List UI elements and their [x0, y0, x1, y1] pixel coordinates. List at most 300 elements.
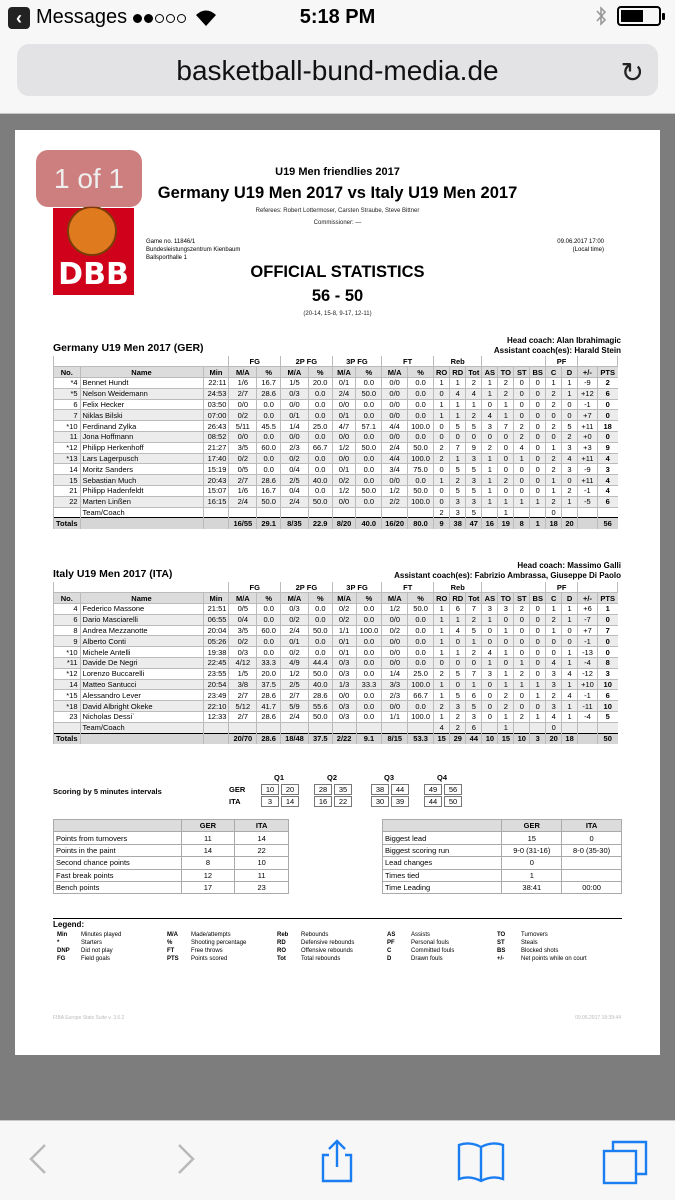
- stat-cell: 0/2: [281, 453, 309, 464]
- stat-cell: 16/55: [229, 518, 257, 529]
- stat-cell: 0.0: [408, 410, 434, 421]
- address-bar[interactable]: [17, 44, 658, 96]
- share-button[interactable]: [312, 1139, 362, 1183]
- interval-score: 35: [334, 784, 352, 795]
- stat-cell: 0: [597, 614, 617, 625]
- column-group-header: FT: [382, 582, 434, 593]
- stat-cell: 0: [530, 625, 546, 636]
- interval-score: 14: [281, 796, 299, 807]
- stat-cell: 20:54: [203, 679, 229, 690]
- ita-interval-label: ITA: [229, 797, 241, 806]
- stat-cell: [562, 869, 622, 881]
- stat-cell: 1: [498, 679, 514, 690]
- stat-cell: 0.0: [308, 388, 332, 399]
- stat-cell: [257, 507, 281, 518]
- stat-cell: 1/2: [332, 442, 356, 453]
- stat-cell: 6: [450, 604, 466, 615]
- stat-cell: 25.0: [308, 421, 332, 432]
- column-header: GER: [502, 820, 562, 832]
- player-row: [54, 399, 623, 410]
- column-header: D: [562, 593, 578, 604]
- column-header: ST: [514, 367, 530, 378]
- table-row: [383, 844, 622, 856]
- stat-cell: 2: [498, 701, 514, 712]
- stat-cell: 0.0: [308, 486, 332, 497]
- stat-cell: -1: [578, 636, 598, 647]
- interval-score: 49: [424, 784, 442, 795]
- table-row: [383, 869, 622, 881]
- stat-cell: 0: [562, 410, 578, 421]
- stat-cell: 20:04: [203, 625, 229, 636]
- stat-cell: 50.0: [408, 604, 434, 615]
- stat-cell: 100.0: [356, 625, 382, 636]
- stat-cell: 1: [482, 496, 498, 507]
- stat-cell: *10: [54, 647, 81, 658]
- column-header: ITA: [235, 820, 289, 832]
- stat-cell: 10: [235, 857, 289, 869]
- stat-cell: 0.0: [308, 464, 332, 475]
- legend-title: Legend:: [53, 920, 85, 929]
- column-header: +/-: [577, 367, 597, 378]
- totals-row: [54, 733, 623, 744]
- url-text[interactable]: basketball-bund-media.de: [176, 55, 499, 86]
- column-header: D: [562, 367, 578, 378]
- stat-cell: 2: [434, 668, 450, 679]
- stat-cell: 1: [482, 486, 498, 497]
- stat-cell: 0/0: [281, 432, 309, 443]
- stat-cell: 1: [450, 410, 466, 421]
- stat-cell: 0.0: [356, 701, 382, 712]
- stat-cell: 50: [597, 733, 617, 744]
- stat-cell: 28.6: [257, 388, 281, 399]
- column-group-header: [482, 356, 546, 367]
- stat-cell: 1: [433, 399, 449, 410]
- player-name: Philipp Herkenhoff: [80, 442, 203, 453]
- stat-cell: [382, 722, 408, 733]
- stat-cell: 1: [482, 658, 498, 669]
- stat-cell: 100.0: [408, 496, 434, 507]
- stat-cell: 5: [466, 507, 482, 518]
- interval-score: 3: [261, 796, 279, 807]
- stat-cell: 1: [546, 378, 562, 389]
- stat-cell: 0: [597, 647, 617, 658]
- stat-cell: Team/Coach: [80, 507, 203, 518]
- stat-cell: 29.1: [257, 518, 281, 529]
- stat-cell: 0: [530, 614, 546, 625]
- stat-cell: 12: [181, 869, 235, 881]
- stat-cell: 28.6: [257, 475, 281, 486]
- table-row: [54, 869, 289, 881]
- stat-cell: 3: [530, 733, 546, 744]
- stat-cell: 1: [562, 388, 578, 399]
- stat-cell: 2/5: [281, 679, 309, 690]
- stat-cell: 1: [498, 722, 514, 733]
- stat-cell: 1/6: [229, 486, 257, 497]
- stat-cell: 21:51: [203, 604, 229, 615]
- stat-cell: *13: [54, 453, 81, 464]
- stat-cell: 2: [546, 453, 562, 464]
- stat-cell: 14: [54, 679, 81, 690]
- stat-cell: 2/7: [229, 712, 257, 723]
- stat-cell: 20.0: [257, 668, 281, 679]
- stat-cell: 0.0: [308, 647, 332, 658]
- stat-cell: 0.0: [356, 464, 382, 475]
- stat-cell: 0.0: [408, 701, 434, 712]
- stat-cell: [203, 722, 229, 733]
- tabs-icon: [601, 1139, 649, 1185]
- legend-key: +/-: [497, 956, 505, 962]
- stat-cell: 0: [530, 453, 546, 464]
- stat-cell: 17: [181, 881, 235, 893]
- stat-cell: 0.0: [408, 647, 434, 658]
- stat-cell: 0: [450, 658, 466, 669]
- stat-cell: -4: [578, 712, 598, 723]
- legend-key: Min: [57, 932, 68, 938]
- player-name: David Albright Okeke: [80, 701, 203, 712]
- browser-toolbar: [0, 1120, 675, 1200]
- stat-cell: 0: [482, 636, 498, 647]
- stat-cell: 0/0: [332, 496, 356, 507]
- stat-cell: 1/2: [281, 668, 309, 679]
- table-row: [383, 832, 622, 844]
- back-to-app-icon[interactable]: ‹: [8, 7, 30, 29]
- player-row: [54, 378, 623, 389]
- column-header: Name: [80, 593, 203, 604]
- stat-cell: 2: [546, 421, 562, 432]
- stat-cell: 4/4: [382, 421, 408, 432]
- stat-cell: [408, 507, 434, 518]
- stat-cell: 0.0: [257, 432, 281, 443]
- stat-cell: 0/0: [332, 453, 356, 464]
- stat-cell: 0: [562, 832, 622, 844]
- stat-cell: 41.7: [257, 701, 281, 712]
- stat-cell: 5/12: [229, 701, 257, 712]
- stat-cell: 0.0: [408, 388, 434, 399]
- stat-cell: 3/8: [229, 679, 257, 690]
- stat-cell: 2: [466, 378, 482, 389]
- stat-cell: 0.0: [408, 636, 434, 647]
- stat-cell: +7: [577, 410, 597, 421]
- stat-cell: 1: [482, 475, 498, 486]
- stat-cell: 0/3: [281, 604, 309, 615]
- leads-table: [382, 819, 622, 894]
- stat-cell: 7: [54, 410, 81, 421]
- stat-cell: 0: [514, 647, 530, 658]
- stat-cell: 1: [482, 378, 498, 389]
- stat-cell: 1: [530, 679, 546, 690]
- stat-cell: 0.0: [308, 399, 332, 410]
- stat-cell: 6: [54, 399, 81, 410]
- stat-cell: [281, 507, 309, 518]
- stat-cell: 2/7: [229, 388, 257, 399]
- game-date: [557, 238, 604, 254]
- stat-cell: [514, 722, 530, 733]
- stat-cell: 8: [181, 857, 235, 869]
- stat-cell: 5: [466, 486, 482, 497]
- column-header: %: [257, 367, 281, 378]
- stat-cell: 3: [597, 464, 617, 475]
- stat-cell: 0: [498, 453, 514, 464]
- stat-cell: 1: [434, 690, 450, 701]
- column-header: No.: [54, 593, 81, 604]
- stat-cell: [80, 733, 203, 744]
- stat-cell: 55.6: [308, 701, 332, 712]
- stat-cell: 0/0: [382, 636, 408, 647]
- stat-cell: 0/1: [332, 378, 356, 389]
- stat-cell: 0/3: [281, 388, 309, 399]
- stat-cell: [408, 722, 434, 733]
- quarter-scores: (20-14, 15-8, 9-17, 12-11): [303, 311, 372, 317]
- ita-coaches: [394, 561, 621, 581]
- column-header: RO: [434, 593, 450, 604]
- stat-cell: 40.0: [308, 475, 332, 486]
- stat-cell: 7: [498, 421, 514, 432]
- legend-key: PTS: [167, 956, 179, 962]
- stat-cell: 0.0: [308, 636, 332, 647]
- stat-cell: 1/4: [281, 421, 309, 432]
- column-group-header: [577, 356, 617, 367]
- row-label: Bench points: [54, 881, 182, 893]
- player-row: [54, 712, 623, 723]
- stat-cell: [562, 507, 578, 518]
- stat-cell: 14: [54, 464, 81, 475]
- stat-cell: -11: [578, 701, 598, 712]
- stat-cell: 2: [466, 410, 482, 421]
- stat-cell: *5: [54, 388, 81, 399]
- stat-cell: [203, 733, 229, 744]
- stat-cell: 1: [498, 410, 514, 421]
- stat-cell: 0.0: [356, 496, 382, 507]
- stat-cell: 14: [235, 832, 289, 844]
- stat-cell: 0: [482, 432, 498, 443]
- stat-cell: 50.0: [308, 496, 332, 507]
- stat-cell: 3/3: [382, 679, 408, 690]
- stat-cell: 5: [450, 464, 466, 475]
- stat-cell: +11: [577, 421, 597, 432]
- stat-cell: 38:41: [502, 881, 562, 893]
- quarter-header: Q3: [384, 773, 395, 782]
- stat-cell: [530, 507, 546, 518]
- stat-cell: 2: [514, 604, 530, 615]
- column-header: RD: [450, 367, 466, 378]
- bookmarks-button[interactable]: [456, 1139, 506, 1183]
- stat-cell: 80.0: [408, 518, 434, 529]
- stat-cell: [562, 722, 578, 733]
- stat-cell: 60.0: [257, 442, 281, 453]
- stat-cell: 1: [433, 475, 449, 486]
- stat-cell: 100.0: [408, 712, 434, 723]
- legend-description: Starters: [81, 940, 103, 946]
- stat-cell: 66.7: [308, 442, 332, 453]
- stat-cell: 0.0: [356, 712, 382, 723]
- stat-cell: [356, 722, 382, 733]
- stat-cell: 15:07: [203, 486, 229, 497]
- stat-cell: 0: [482, 679, 498, 690]
- intervals-label: Scoring by 5 minutes intervals: [53, 787, 162, 796]
- stat-cell: 1: [530, 712, 546, 723]
- column-header: AS: [482, 593, 498, 604]
- legend: [53, 918, 622, 963]
- stat-cell: 20:43: [203, 475, 229, 486]
- legend-key: DNP: [57, 948, 70, 954]
- stat-cell: 1: [482, 453, 498, 464]
- stat-cell: 0.0: [257, 647, 281, 658]
- stat-cell: [308, 507, 332, 518]
- stat-cell: 0: [433, 388, 449, 399]
- stat-cell: 100.0: [408, 679, 434, 690]
- official-statistics-title: OFFICIAL STATISTICS: [250, 263, 425, 281]
- stat-cell: 1: [466, 679, 482, 690]
- stat-cell: 9: [597, 442, 617, 453]
- stat-cell: 0: [546, 636, 562, 647]
- stat-cell: 0: [530, 421, 546, 432]
- stat-cell: 10: [597, 701, 617, 712]
- column-header: PTS: [597, 367, 617, 378]
- stat-cell: 45.5: [257, 421, 281, 432]
- column-group-header: [578, 582, 618, 593]
- stat-cell: 47: [466, 518, 482, 529]
- column-header: RO: [433, 367, 449, 378]
- stat-cell: 0: [530, 658, 546, 669]
- tabs-button[interactable]: [600, 1139, 650, 1183]
- referees: Referees: Robert Lottermoser, Carsten Straube, Steve Bittner: [255, 208, 420, 214]
- stat-cell: 0.0: [257, 453, 281, 464]
- stat-cell: 1: [498, 507, 514, 518]
- stat-cell: 11: [181, 832, 235, 844]
- legend-key: Tot: [277, 956, 286, 962]
- player-name: Nicholas Dessi`: [80, 712, 203, 723]
- stat-cell: 5: [466, 701, 482, 712]
- stat-cell: 1: [498, 625, 514, 636]
- stat-cell: [308, 722, 332, 733]
- ger-team-title: Germany U19 Men 2017 (GER): [53, 342, 204, 354]
- stat-cell: 5: [450, 668, 466, 679]
- stat-cell: 1: [498, 712, 514, 723]
- stat-cell: 22: [54, 496, 81, 507]
- column-group-header: 3P FG: [332, 582, 382, 593]
- stat-cell: 0/1: [332, 464, 356, 475]
- column-header: M/A: [229, 367, 257, 378]
- stat-cell: [54, 722, 81, 733]
- stat-cell: 1: [450, 453, 466, 464]
- column-header: No.: [54, 367, 81, 378]
- local-time-note: (Local time): [572, 247, 604, 253]
- stat-cell: 2: [514, 421, 530, 432]
- stat-cell: -1: [578, 690, 598, 701]
- player-row: [54, 432, 623, 443]
- stat-cell: +3: [577, 442, 597, 453]
- legend-description: Defensive rebounds: [301, 940, 355, 946]
- stat-cell: 16/20: [382, 518, 408, 529]
- stat-cell: 2: [514, 668, 530, 679]
- player-name: Bennet Hundt: [80, 378, 203, 389]
- stat-cell: 50.0: [408, 442, 434, 453]
- stat-cell: 0: [433, 432, 449, 443]
- stat-cell: 22:11: [203, 378, 229, 389]
- stat-cell: 5/9: [281, 701, 309, 712]
- stat-cell: *12: [54, 442, 81, 453]
- stat-cell: 0: [450, 432, 466, 443]
- stat-cell: 6: [597, 690, 617, 701]
- stat-cell: 2: [546, 496, 562, 507]
- stat-cell: 2/4: [281, 496, 309, 507]
- stat-cell: 0: [530, 701, 546, 712]
- legend-key: FT: [167, 948, 175, 954]
- stat-cell: 3: [466, 712, 482, 723]
- stat-cell: 1: [433, 410, 449, 421]
- player-row: [54, 486, 623, 497]
- stat-cell: 3/5: [229, 625, 257, 636]
- stat-cell: 0: [482, 701, 498, 712]
- stat-cell: 26:43: [203, 421, 229, 432]
- stat-cell: [382, 507, 408, 518]
- stat-cell: 3: [498, 604, 514, 615]
- stat-cell: 5: [450, 486, 466, 497]
- stat-cell: 0: [597, 432, 617, 443]
- browser-header: [0, 36, 675, 114]
- legend-description: Made/attempts: [191, 932, 231, 938]
- stat-cell: 8: [514, 518, 530, 529]
- stat-cell: 0: [530, 475, 546, 486]
- blank-header: [54, 582, 229, 593]
- stat-cell: 1: [514, 496, 530, 507]
- stat-cell: 9-0 (31-16): [502, 844, 562, 856]
- stat-cell: 0: [562, 636, 578, 647]
- interval-score: 28: [314, 784, 332, 795]
- stat-cell: 0: [498, 442, 514, 453]
- reload-icon[interactable]: ↻: [620, 57, 644, 88]
- stat-cell: 0: [530, 486, 546, 497]
- stat-cell: 0.0: [356, 690, 382, 701]
- stat-cell: 1: [562, 712, 578, 723]
- stat-cell: 1: [562, 496, 578, 507]
- stat-cell: [332, 507, 356, 518]
- chevron-right-icon: [165, 1139, 205, 1179]
- back-button[interactable]: [14, 1139, 64, 1183]
- stat-cell: 18: [546, 518, 562, 529]
- stat-cell: 20.0: [308, 378, 332, 389]
- stat-cell: 0.0: [356, 432, 382, 443]
- stat-cell: 2/4: [281, 712, 309, 723]
- stat-cell: 0.0: [356, 378, 382, 389]
- stat-cell: 1: [514, 453, 530, 464]
- back-app-label[interactable]: Messages: [36, 6, 128, 28]
- stat-cell: 1: [530, 690, 546, 701]
- row-label: Biggest scoring run: [383, 844, 502, 856]
- stat-cell: 2/4: [332, 388, 356, 399]
- legend-description: Free throws: [191, 948, 223, 954]
- legend-key: RD: [277, 940, 286, 946]
- row-label: Biggest lead: [383, 832, 502, 844]
- stat-cell: 1: [434, 604, 450, 615]
- stat-cell: 0: [514, 625, 530, 636]
- interval-score: 16: [314, 796, 332, 807]
- stat-cell: 1: [434, 647, 450, 658]
- stat-cell: 50.0: [257, 496, 281, 507]
- player-row: [54, 636, 623, 647]
- stat-cell: 0.0: [356, 475, 382, 486]
- stat-cell: 0: [498, 658, 514, 669]
- forward-button[interactable]: [160, 1139, 210, 1183]
- stat-cell: 0: [530, 432, 546, 443]
- legend-description: Personal fouls: [411, 940, 450, 946]
- stat-cell: 1: [450, 614, 466, 625]
- stat-cell: 1: [433, 378, 449, 389]
- player-name: Andrea Mezzanotte: [80, 625, 203, 636]
- stat-cell: 33.3: [257, 658, 281, 669]
- stat-cell: 37.5: [257, 679, 281, 690]
- column-header: [383, 820, 502, 832]
